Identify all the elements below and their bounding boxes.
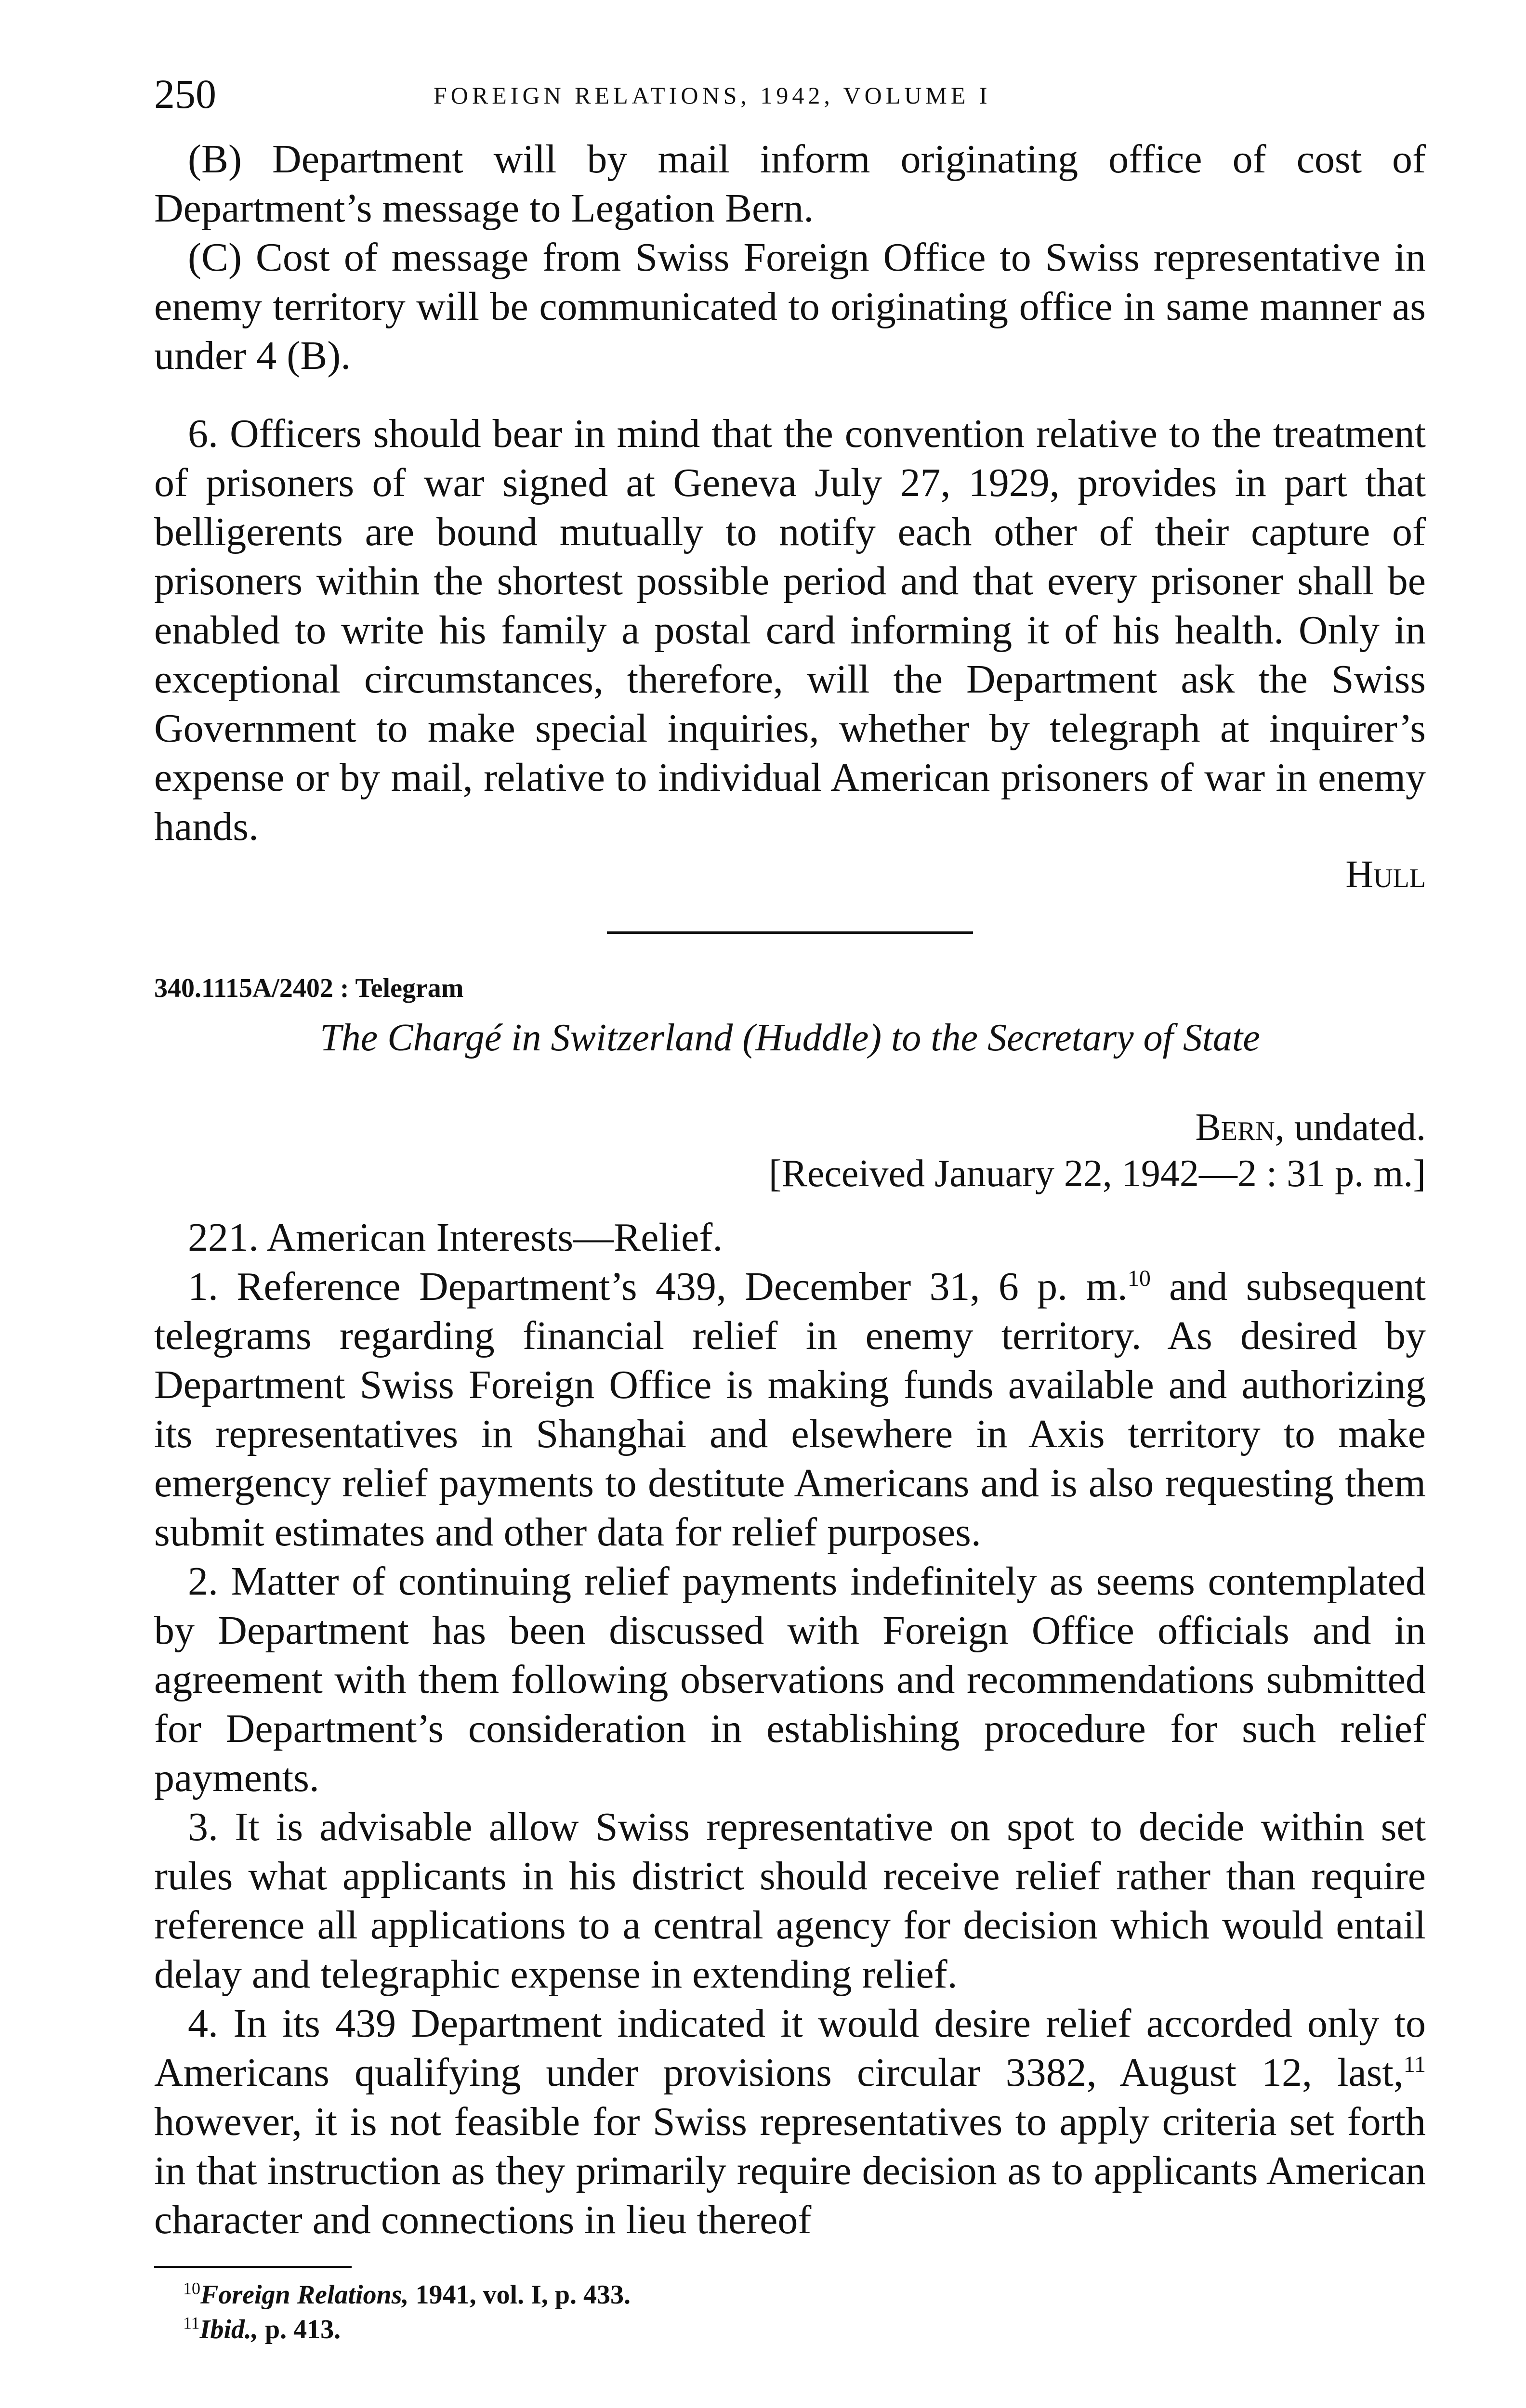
section-divider	[607, 931, 973, 934]
footnote-ref-10: 10	[1127, 1266, 1151, 1291]
document-title: The Chargé in Switzerland (Huddle) to the Secretary of State	[320, 1017, 1260, 1059]
paragraph-b: (B) Department will by mail inform originating office of cost of Department’s message to Legation Bern.	[154, 137, 1426, 231]
paragraph-1-text-b: and subsequent telegrams regarding financial relief in enemy territory. As desired by Department Swiss Foreign Office is making funds available and authorizing its representatives in Shanghai and elsewhere in Axis territory to make emergency relief payments to destitute Americans and is also requesting them submit estimates and other data for relief purposes.	[154, 1264, 1426, 1555]
footnote-citation: p. 413.	[258, 2315, 341, 2344]
place: Bern	[1195, 1106, 1275, 1149]
file-reference: 340.1115A/2402 : Telegram	[154, 973, 464, 1003]
signature-hull: Hull	[1345, 853, 1426, 896]
paragraph-1-text-a: 1. Reference Department’s 439, December 31, 6 p. m.	[188, 1264, 1128, 1309]
footnote-ref-11: 11	[1403, 2052, 1426, 2077]
paragraph-4-text-a: 4. In its 439 Department indicated it would desire relief accorded only to Americans qualifying under provisions circular 3382, August 12, last,	[154, 2001, 1426, 2095]
date: , undated.	[1275, 1106, 1426, 1149]
footnote-10	[183, 2277, 1426, 2312]
running-head	[154, 72, 1426, 135]
running-title: FOREIGN RELATIONS, 1942, VOLUME I	[434, 82, 991, 109]
paragraph-c: (C) Cost of message from Swiss Foreign Office to Swiss representative in enemy territory will be communicated to originating office in same manner as under 4 (B).	[154, 235, 1426, 378]
footnote-citation: 1941, vol. I, p. 433.	[408, 2280, 631, 2310]
footnote-number: 10	[183, 2278, 200, 2298]
paragraph-3: 3. It is advisable allow Swiss representative on spot to decide within set rules what applicants in his district should receive relief rather than require reference all applications to a central agency for decision which would entail delay and telegraphic expense in extending relief.	[154, 1805, 1426, 1997]
paragraph-4	[154, 1999, 1426, 2245]
footnote-title: Foreign Relations,	[200, 2280, 409, 2310]
paragraph-4-text-b: however, it is not feasible for Swiss representatives to apply criteria set forth in that instruction as they primarily require decision as to applicants American character and connections in lieu thereof	[154, 2099, 1426, 2242]
place-date	[154, 1104, 1426, 1151]
paragraph-1	[154, 1262, 1426, 1557]
footnote-11	[183, 2312, 1426, 2347]
paragraph-2: 2. Matter of continuing relief payments indefinitely as seems contemplated by Department has been discussed with Foreign Office officials and in agreement with them following observations and recommendations submitted for Department’s consideration in establishing procedure for such relief payments.	[154, 1559, 1426, 1800]
received-line: [Received January 22, 1942—2 : 31 p. m.]	[768, 1152, 1426, 1195]
footnote-number: 11	[183, 2313, 200, 2333]
paragraph-6: 6. Officers should bear in mind that the convention relative to the treatment of prisoners of war signed at Geneva July 27, 1929, provides in part that belligerents are bound mutually to notify each other of their capture of prisoners within the shortest possible period and that every prisoner shall be enabled to write his family a postal card informing it of his health. Only in exceptional circumstances, therefore, will the Department ask the Swiss Government to make special inquiries, whether by telegraph at inquirer’s expense or by mail, relative to individual American prisoners of war in enemy hands.	[154, 411, 1426, 849]
footnote-rule	[154, 2266, 352, 2268]
telegram-subject: 221. American Interests—Relief.	[188, 1215, 723, 1260]
footnotes	[154, 2277, 1426, 2347]
document-page	[154, 72, 1426, 2347]
page-number: 250	[154, 71, 216, 117]
footnote-title: Ibid.,	[199, 2315, 259, 2344]
